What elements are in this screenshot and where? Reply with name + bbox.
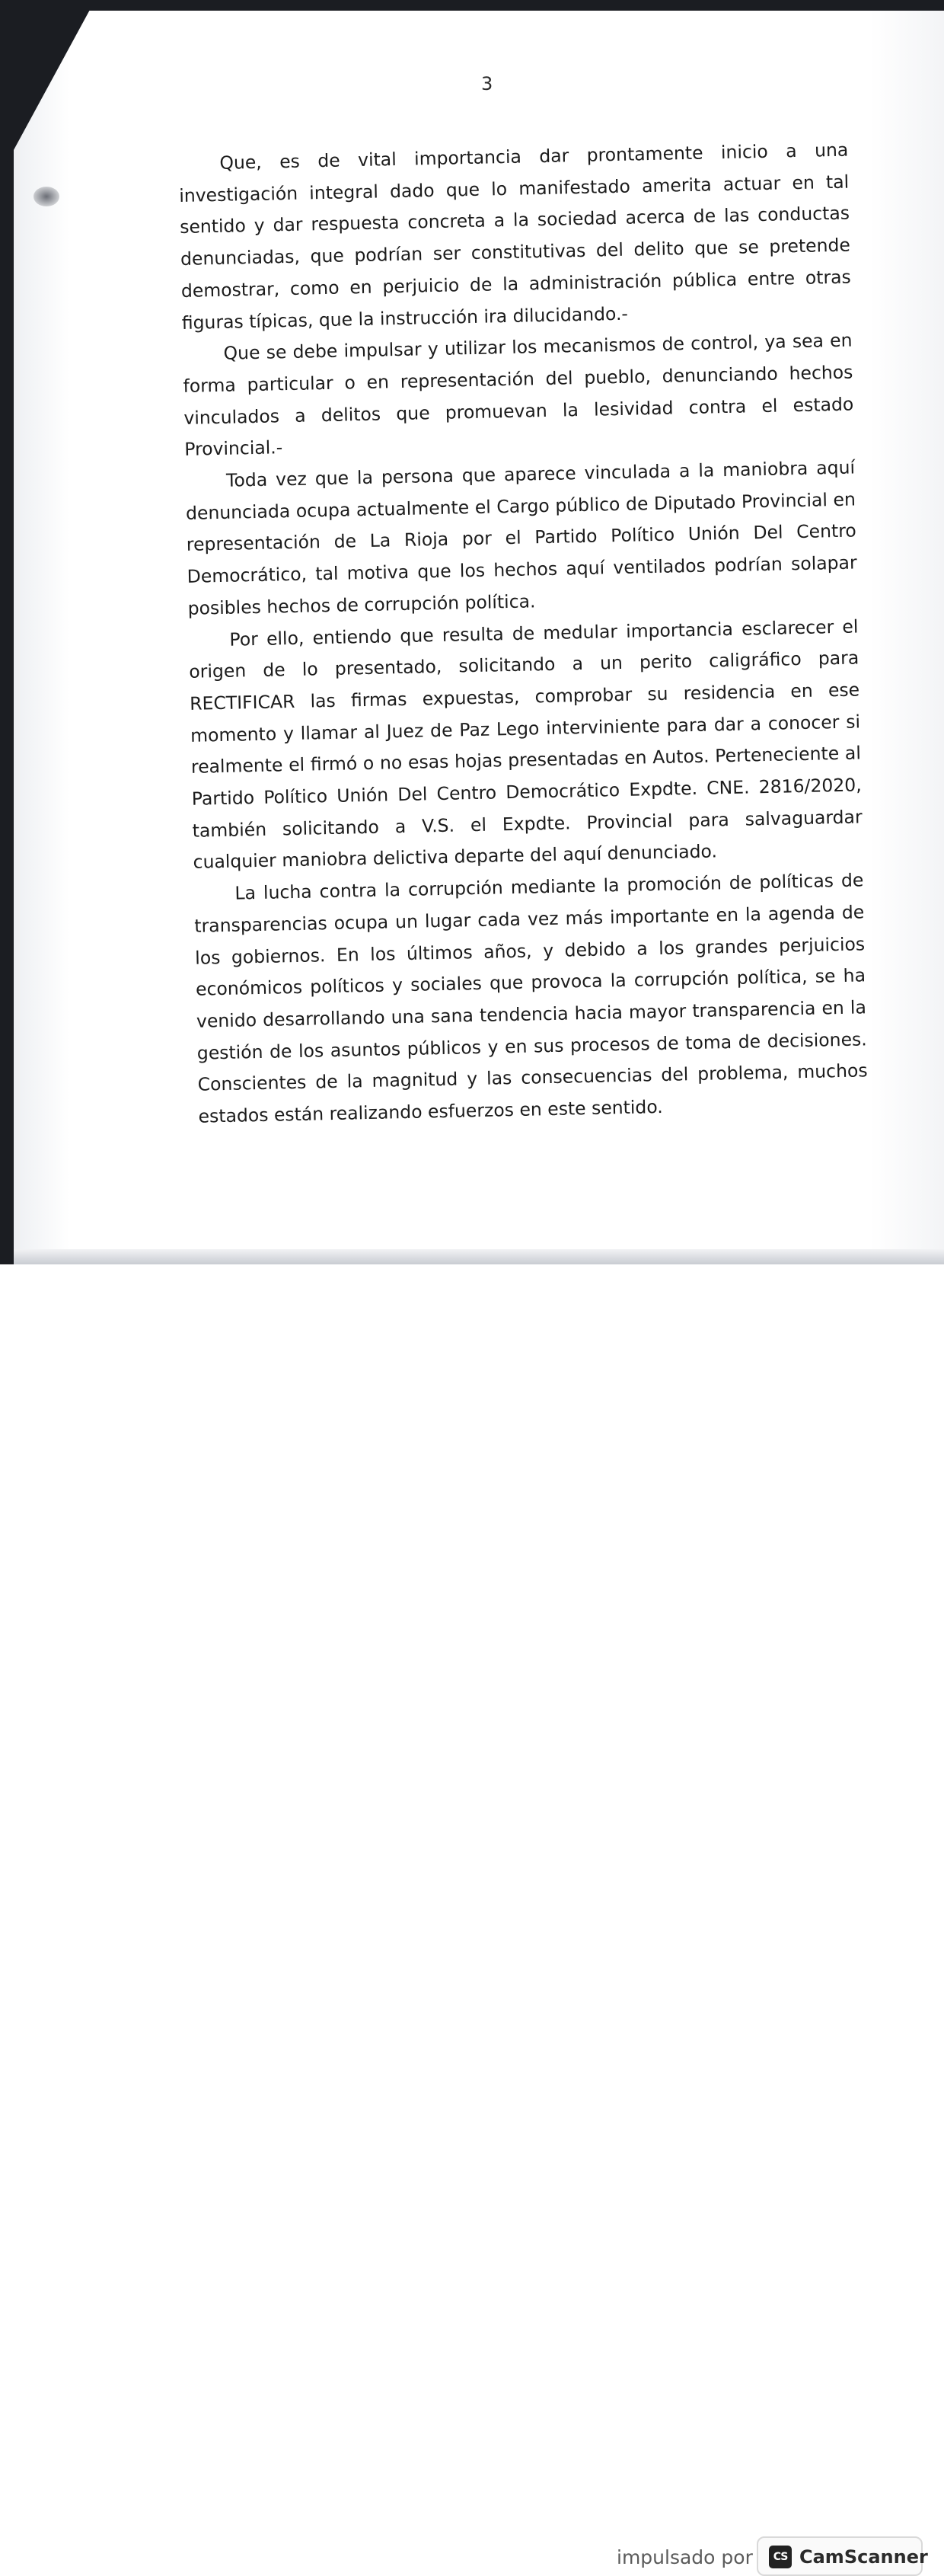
paragraph: Toda vez que la persona que aparece vinculada a la maniobra aquí denunciada ocupa actualmente el Cargo público de Diputado Provincial en representación de La Rioja por el Partido Político Unión Del Centro Democrático, tal motiva que los hechos aquí ventilados podrían solapar posibles hechos de corrupción política. bbox=[185, 456, 857, 619]
document-body bbox=[178, 135, 869, 1133]
paper-stain bbox=[33, 187, 59, 206]
paragraph: Que, es de vital importancia dar prontamente inicio a una investigación integral dado que lo manifestado amerita actuar en tal sentido y dar respuesta concreta a la sociedad acerca de las conductas denunciadas, que podrían ser constitutivas del delito que se pretende demostrar, como en perjuicio de la administración pública entre otras figuras típicas, que la instrucción ira dilucidando.- bbox=[178, 139, 852, 334]
scanned-page bbox=[0, 0, 944, 1264]
paragraph: La lucha contra la corrupción mediante la promoción de políticas de transparencias ocupa un lugar cada vez más importante en la agenda de los gobiernos. En los últimos años, y debido a los grandes perjuicios económicos políticos y sociales que provoca la corrupción política, se ha venido desarrollando una sana tendencia hacia mayor transparencia en la gestión de los asuntos públicos y en sus procesos de toma de decisiones. Conscientes de la magnitud y las consecuencias del problema, muchos estados están realizando esfuerzos en este sentido. bbox=[194, 869, 868, 1127]
powered-by-label: impulsado por bbox=[617, 2546, 753, 2568]
paragraph: Por ello, entiendo que resulta de medular importancia esclarecer el origen de lo presentado, solicitando a un perito caligráfico para RECTIFICAR las firmas expuestas, comprobar su residencia en ese momento y llamar al Juez de Paz Lego interviniente para dar a conocer si realmente el firmó o no esas hojas presentadas en Autos. Perteneciente al Partido Político Unión Del Centro Democrático Expdte. CNE. 2816/2020, también solicitando a V.S. el Expdte. Provincial para salvaguardar cualquier maniobra delictiva departe del aquí denunciado. bbox=[189, 615, 863, 874]
folded-corner bbox=[0, 0, 95, 175]
scanner-footer bbox=[0, 1264, 944, 2568]
paper-bottom-edge bbox=[14, 1249, 944, 1264]
scan-shadow-left bbox=[0, 0, 14, 1264]
camscanner-logo-icon: CS bbox=[769, 2546, 792, 2568]
camscanner-name: CamScanner bbox=[799, 2546, 928, 2568]
paragraph: Que se debe impulsar y utilizar los mecanismos de control, ya sea en forma particular o en representación del pueblo, denunciando hechos vinculados a delitos que promuevan la lesividad contra el estado Provincial.- bbox=[183, 329, 854, 461]
scan-shadow-top bbox=[0, 0, 944, 11]
camscanner-badge[interactable] bbox=[757, 2536, 928, 2576]
page-number: 3 bbox=[481, 73, 493, 94]
